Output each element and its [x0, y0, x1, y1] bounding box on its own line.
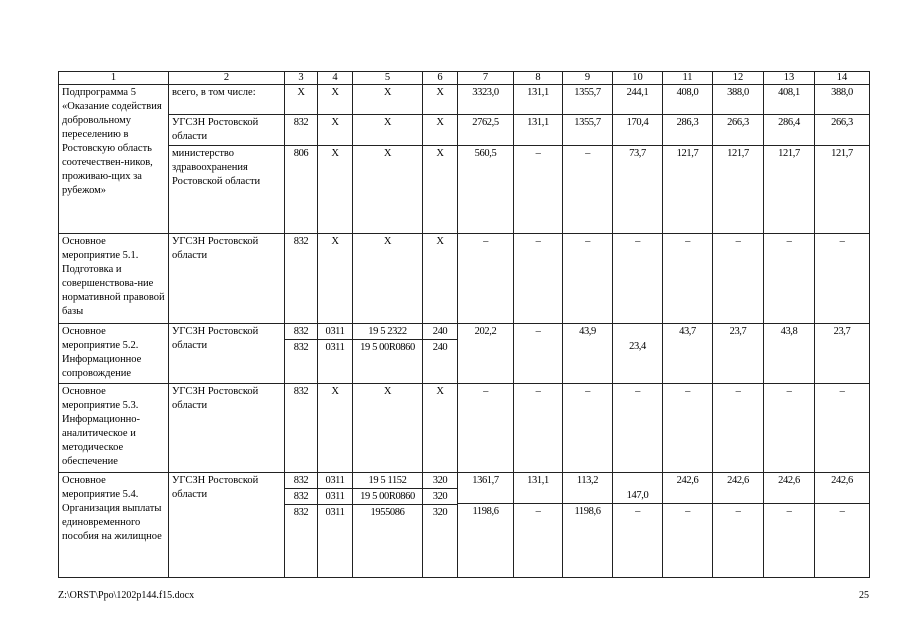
table-row [59, 384, 870, 473]
program-name: Основное мероприятие 5.1. Подготовка и совершенствова-ние нормативной правовой базы [59, 234, 169, 324]
cell: – [563, 234, 613, 324]
stacked-cell [514, 473, 563, 578]
column-header: 14 [815, 72, 870, 85]
column-header: 10 [613, 72, 663, 85]
column-header: 9 [563, 72, 613, 85]
program-name: Основное мероприятие 5.3. Информационно-аналитическое и методическое обеспечение [59, 384, 169, 473]
cell: – [815, 234, 870, 324]
cell: Х [353, 115, 423, 146]
cell: Х [423, 146, 458, 234]
program-name: Основное мероприятие 5.2. Информационное сопровождение [59, 324, 169, 384]
cell: 320 [423, 488, 457, 504]
cell: 0311 [325, 475, 345, 486]
program-name: Основное мероприятие 5.4. Организация выплаты единовременного пособия на жилищное [59, 473, 169, 578]
footer-file-path: Z:\ORST\Ppo\1202p144.f15.docx [58, 590, 195, 601]
cell: – [613, 234, 663, 324]
cell: Х [318, 115, 353, 146]
cell: 242,6 [727, 475, 749, 486]
stacked-cell [613, 473, 663, 578]
column-header: 1 [59, 72, 169, 85]
stacked-cell [458, 473, 514, 578]
cell: 1955086 [353, 504, 422, 520]
cell: 832 [285, 234, 318, 324]
cell: 832 [293, 326, 309, 337]
org-cell: УГСЗН Ростовской области [169, 384, 285, 473]
cell: 388,0 [815, 85, 870, 115]
table-row [59, 324, 870, 384]
page-number: 25 [859, 590, 869, 601]
cell: 832 [285, 488, 317, 504]
cell: 408,1 [764, 85, 815, 115]
cell: – [663, 234, 713, 324]
cell: 240 [432, 326, 448, 337]
table-row [59, 234, 870, 324]
cell: 1355,7 [563, 115, 613, 146]
stacked-cell [318, 473, 353, 578]
cell: 19 5 00R0860 [353, 339, 422, 355]
cell: Х [318, 146, 353, 234]
stacked-cell [285, 324, 318, 384]
cell: Х [353, 384, 423, 473]
cell: 23,7 [815, 324, 870, 384]
cell: 0311 [318, 504, 352, 520]
cell: 242,6 [778, 475, 800, 486]
cell: 131,1 [514, 115, 563, 146]
cell: 2762,5 [458, 115, 514, 146]
cell: 19 5 1152 [368, 475, 407, 486]
cell: 242,6 [831, 475, 853, 486]
cell: 320 [432, 475, 448, 486]
cell: – [514, 324, 563, 384]
stacked-cell [663, 473, 713, 578]
cell: 1198,6 [458, 503, 513, 519]
cell: – [514, 146, 563, 234]
cell: 806 [285, 146, 318, 234]
cell: Х [353, 85, 423, 115]
table-row [59, 473, 870, 578]
cell: 73,7 [613, 146, 663, 234]
cell: – [514, 503, 562, 519]
cell: – [663, 384, 713, 473]
column-header: 5 [353, 72, 423, 85]
cell: 286,4 [764, 115, 815, 146]
org-cell: УГСЗН Ростовской области [169, 115, 285, 146]
cell-empty [613, 473, 662, 488]
cell: Х [318, 85, 353, 115]
cell: 832 [293, 475, 309, 486]
cell: 121,7 [764, 146, 815, 234]
cell: – [458, 234, 514, 324]
cell: 266,3 [815, 115, 870, 146]
cell: 832 [285, 339, 317, 355]
cell: 0311 [325, 326, 345, 337]
cell: 113,2 [576, 475, 599, 486]
cell: – [563, 146, 613, 234]
cell: Х [318, 384, 353, 473]
cell: – [514, 384, 563, 473]
cell: 19 5 00R0860 [353, 488, 422, 504]
cell: – [764, 384, 815, 473]
cell: 3323,0 [458, 85, 514, 115]
cell: Х [285, 85, 318, 115]
org-cell: всего, в том числе: [169, 85, 285, 115]
cell: 408,0 [663, 85, 713, 115]
cell: 121,7 [815, 146, 870, 234]
column-header: 13 [764, 72, 815, 85]
cell: 0311 [318, 488, 352, 504]
cell: Х [353, 234, 423, 324]
table-row [59, 115, 870, 146]
cell: 202,2 [458, 324, 514, 384]
cell: 832 [285, 115, 318, 146]
cell: 0311 [318, 339, 352, 355]
cell: 832 [285, 384, 318, 473]
cell: 1198,6 [563, 503, 612, 519]
cell: 832 [285, 504, 317, 520]
cell: 131,1 [527, 475, 549, 486]
org-cell: УГСЗН Ростовской области [169, 234, 285, 324]
cell: 43,9 [563, 324, 613, 384]
cell: Х [423, 384, 458, 473]
header-row [59, 72, 870, 85]
cell: 240 [423, 339, 457, 355]
cell: 266,3 [713, 115, 764, 146]
stacked-cell [713, 473, 764, 578]
cell: Х [423, 115, 458, 146]
stacked-cell [563, 473, 613, 578]
cell: – [815, 384, 870, 473]
stacked-cell [764, 473, 815, 578]
cell: Х [353, 146, 423, 234]
cell: 170,4 [613, 115, 663, 146]
cell: 43,8 [764, 324, 815, 384]
cell: – [613, 384, 663, 473]
column-header: 11 [663, 72, 713, 85]
stacked-cell [353, 324, 423, 384]
cell: 1355,7 [563, 85, 613, 115]
budget-table [58, 71, 870, 578]
stacked-cell [353, 473, 423, 578]
table-row [59, 85, 870, 115]
column-header: 6 [423, 72, 458, 85]
stacked-cell [285, 473, 318, 578]
cell: – [713, 503, 763, 519]
cell: 320 [423, 504, 457, 520]
org-cell: УГСЗН Ростовской области [169, 324, 285, 384]
cell: 242,6 [676, 475, 699, 486]
cell: 23,7 [713, 324, 764, 384]
cell: 244,1 [613, 85, 663, 115]
cell: 19 5 2322 [368, 326, 407, 337]
cell: 121,7 [713, 146, 764, 234]
cell: 131,1 [514, 85, 563, 115]
cell: 121,7 [663, 146, 713, 234]
stacked-cell [423, 473, 458, 578]
cell: 560,5 [458, 146, 514, 234]
cell: 1361,7 [472, 475, 499, 486]
program-name: Подпрограмма 5 «Оказание содействия добровольному переселению в Ростовскую область соотечествен-ников, проживаю-щих за рубежом» [59, 85, 169, 234]
cell: 286,3 [663, 115, 713, 146]
cell: – [514, 234, 563, 324]
cell: – [764, 234, 815, 324]
cell: Х [318, 234, 353, 324]
cell: – [458, 384, 514, 473]
cell: Х [423, 85, 458, 115]
cell: – [764, 503, 814, 519]
cell: – [713, 234, 764, 324]
cell: 147,0 [626, 490, 649, 501]
stacked-cell [815, 473, 870, 578]
cell: – [663, 503, 712, 519]
cell: 388,0 [713, 85, 764, 115]
stacked-cell [423, 324, 458, 384]
cell: – [815, 503, 869, 519]
cell: – [713, 384, 764, 473]
cell: 23,4 [613, 324, 663, 384]
org-cell: министерство здравоохранения Ростовской области [169, 146, 285, 234]
column-header: 12 [713, 72, 764, 85]
column-header: 4 [318, 72, 353, 85]
cell: – [563, 384, 613, 473]
column-header: 7 [458, 72, 514, 85]
column-header: 8 [514, 72, 563, 85]
column-header: 3 [285, 72, 318, 85]
cell: Х [423, 234, 458, 324]
cell: – [613, 503, 662, 519]
stacked-cell [318, 324, 353, 384]
table-row [59, 146, 870, 234]
org-cell: УГСЗН Ростовской области [169, 473, 285, 578]
column-header: 2 [169, 72, 285, 85]
cell: 43,7 [663, 324, 713, 384]
